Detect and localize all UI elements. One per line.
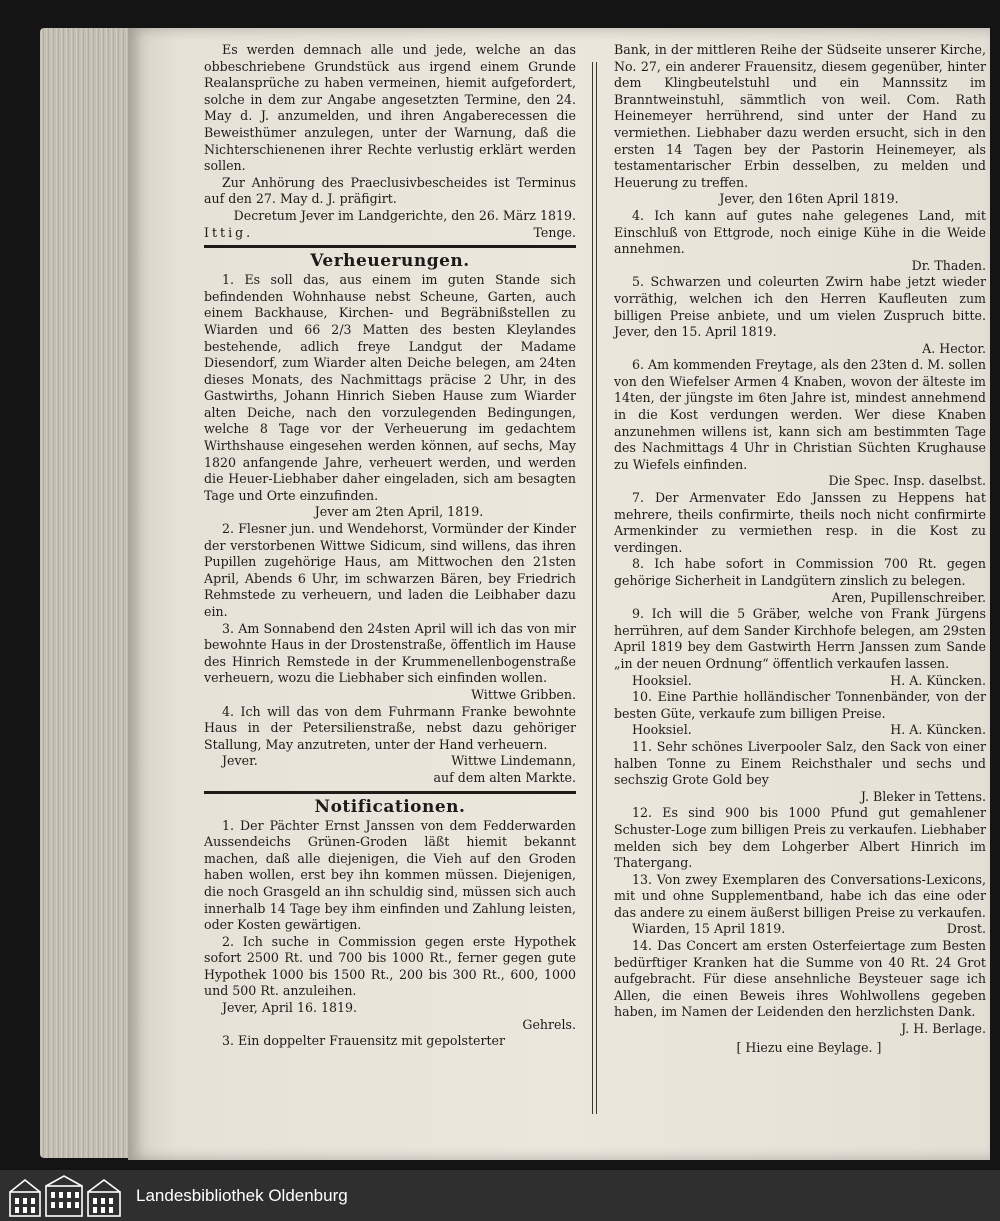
- heading-notificationen: Notificationen.: [314, 796, 466, 817]
- notification-item: 2. Ich suche in Commission gegen erste Hypothek sofort 2500 Rt. und 700 bis 1000 Rt., ferner gegen gute Hypothek 1000 bis 1500 Rt., 200 bis 300 Rt., 600, 1000 und 500 Rt. anzuleihen.: [204, 933, 576, 999]
- signature-drost: Drost.: [946, 921, 986, 937]
- notification-signature: Dr. Thaden.: [911, 257, 986, 273]
- footer-bar: [0, 1170, 1000, 1221]
- notification-signature: Die Spec. Insp. daselbst.: [828, 473, 986, 489]
- notification-item: 10. Eine Parthie holländischer Tonnenbänder, von der besten Güte, verkaufe zum billigen Preise.: [614, 689, 986, 721]
- notification-item: 11. Sehr schönes Liverpooler Salz, den Sack von einer halben Tonne zu Einem Reichsthaler und sechs und sechszig Grote Gold bey: [614, 738, 986, 788]
- notification-item: 5. Schwarzen und coleurten Zwirn habe jetzt wieder vorräthig, welchen ich den Herren Kaufleuten zum billigen Preise anbiete, und um vielen Zuspruch bitte. Jever, den 15. April 1819.: [614, 274, 986, 340]
- signature-kuencken: H. A. Küncken.: [890, 722, 986, 738]
- heading-verheuerungen: Verheuerungen.: [310, 251, 470, 272]
- signature-address: auf dem alten Markte.: [433, 769, 576, 785]
- left-column: [204, 42, 576, 1050]
- notification-date: Jever, April 16. 1819.: [222, 1000, 358, 1016]
- signature-tenge: Tenge.: [533, 224, 576, 240]
- page-edges: [40, 28, 135, 1158]
- section-rule: [204, 245, 576, 248]
- notification-item: 4. Ich kann auf gutes nahe gelegenes Land, mit Einschluß von Ettgrode, noch einige Kühe in die Weide annehmen.: [614, 207, 986, 257]
- signature-row: [204, 753, 576, 770]
- place-jever: Jever.: [222, 753, 258, 769]
- signature-row: [614, 921, 986, 938]
- right-column: [614, 42, 986, 1056]
- verheuerung-item: 3. Am Sonnabend den 24sten April will ich das von mir bewohnte Haus in der Drostenstraße, öffentlich im Hause des Hinrich Remstede in der Krummenellenbogenstraße verheuern, wozu die Liebhaber sich einfinden wollen.: [204, 620, 576, 686]
- supplement-note: [ Hiezu eine Beylage. ]: [736, 1039, 882, 1055]
- newspaper-page: [128, 28, 990, 1160]
- verheuerung-date: Jever am 2ten April, 1819.: [314, 504, 484, 520]
- notification-signature: Aren, Pupillenschreiber.: [831, 589, 986, 605]
- signature-row: [614, 722, 986, 739]
- decretum-line: Decretum Jever im Landgerichte, den 26. März 1819.: [233, 207, 576, 223]
- notification-signature: J. Bleker in Tettens.: [860, 788, 986, 804]
- notification-signature: A. Hector.: [922, 340, 986, 356]
- place-wiarden: Wiarden, 15 April 1819.: [632, 921, 786, 937]
- notification-item: 8. Ich habe sofort in Commission 700 Rt. gegen gehörige Sicherheit in Landgütern zinslich zu belegen.: [614, 556, 986, 588]
- notification-signature: J. H. Berlage.: [901, 1021, 986, 1037]
- institution-name: Landesbibliothek Oldenburg: [136, 1185, 348, 1205]
- notification-item: 13. Von zwey Exemplaren des Conversations-Lexicons, mit und ohne Supplementband, habe ich das eine oder das andere zu einem äußerst billigen Preise zu verkaufen.: [614, 871, 986, 920]
- verheuerung-signature: Wittwe Gribben.: [471, 686, 576, 702]
- notification-item: 14. Das Concert am ersten Osterfeiertage zum Besten bedürftiger Kranken hat die Summe von 40 Rt. 24 Grot aufgebracht. Für diese ansehnliche Beysteuer sage ich Allen, die einen Beweis ihres Wohlwollens gegeben haben, im Namen der Leidenden den herzlichsten Dank.: [614, 938, 986, 1020]
- place-hooksiel: Hooksiel.: [632, 722, 692, 738]
- signature-ittig: Ittig.: [204, 224, 254, 240]
- intro-paragraph: Es werden demnach alle und jede, welche an das obbeschriebene Grundstück aus irgend einem Grunde Realansprüche zu haben vermeinen, hiemit aufgefordert, solche in dem zur Angabe angesetzten Termine, den 24. May d. J. anzumelden, und ihren Angaberecessen die Beweisthümer anzulegen, unter der Warnung, daß die Nichterschienenen ihrer Rechte verlustig erklärt werden sollen.: [204, 42, 576, 174]
- signature-row: [204, 225, 576, 242]
- signature-row: [614, 673, 986, 690]
- notification-item: 7. Der Armenvater Edo Janssen zu Heppens hat mehrere, theils confirmirte, theils noch nicht confirmirte Armenkinder zu vermiethen resp. in die Kost zu verdingen.: [614, 490, 986, 555]
- library-building-icon: [6, 1174, 124, 1218]
- intro-paragraph: Zur Anhörung des Praeclusivbescheides ist Terminus auf den 27. May d. J. präfigirt.: [204, 174, 576, 207]
- notification-signature: Gehrels.: [522, 1016, 576, 1032]
- notification-item: 9. Ich will die 5 Gräber, welche von Frank Jürgens herrühren, auf dem Sander Kirchhofe belegen, am 29sten April 1819 bey dem Gastwirth Herrn Janssen zum Sande „in der neuen Ordnung“ öffentlich verkaufen lassen.: [614, 606, 986, 671]
- column-divider: [592, 62, 597, 1114]
- section-rule: [204, 791, 576, 794]
- notification-item: Bank, in der mittleren Reihe der Südseite unserer Kirche, No. 27, ein anderer Frauensitz, diesem gegenüber, hinter dem Klingbeutelstuhl und ein Mannssitz im Branntweinstuhl, sämmtlich von weil. Com. Rath Heinemeyer herrührend, sind unter der Hand zu vermiethen. Liebhaber dazu werden ersucht, sich in den ersten 14 Tagen bey der Pastorin Heinemeyer, als testamentarischer Erbin desselben, zu melden und Heuerung zu treffen.: [614, 42, 986, 190]
- verheuerung-item: 4. Ich will das von dem Fuhrmann Franke bewohnte Haus in der Petersilienstraße, nebst dazu gehöriger Stallung, May anzutreten, unter der Hand verheuern.: [204, 703, 576, 752]
- notification-date: Jever, den 16ten April 1819.: [719, 191, 899, 207]
- notification-item: 12. Es sind 900 bis 1000 Pfund gut gemahlener Schuster-Loge zum billigen Preis zu verkaufen. Liebhaber melden sich bey dem Lohgerber Albert Hinrich im Thatergang.: [614, 805, 986, 871]
- signature-kuencken: H. A. Küncken.: [890, 672, 986, 688]
- signature-lindemann: Wittwe Lindemann,: [451, 753, 576, 769]
- notification-item: 1. Der Pächter Ernst Janssen von dem Fedderwarden Aussendeichs Grünen-Groden läßt hiemit bekannt machen, daß alle diejenigen, die Vieh auf den Groden haben wollen, erst bey ihn kommen müssen. Diejenigen, die noch Grasgeld an ihn schuldig sind, müssen sich auch innerhalb 14 Tage bey ihm einfinden und Zahlung leisten, oder Kosten gewärtigen.: [204, 817, 576, 933]
- notification-item: 3. Ein doppelter Frauensitz mit gepolsterter: [222, 1033, 506, 1049]
- notification-item: 6. Am kommenden Freytage, als den 23ten d. M. sollen von den Wiefelser Armen 4 Knaben, wovon der älteste im 14ten, der jüngste im 6ten Jahre ist, mindest annehmend in die Kost verdungen werden. Wer diese Knaben anzunehmen willens ist, kann sich am bestimmten Tage des Nachmittags 4 Uhr in Christian Süchten Krughause zu Wiefels einfinden.: [614, 357, 986, 472]
- verheuerung-item: 2. Flesner jun. und Wendehorst, Vormünder der Kinder der verstorbenen Wittwe Sidicum, sind willens, das ihren Pupillen zugehörige Haus, am Mittwochen den 21sten April, Abends 6 Uhr, im schwarzen Bären, bey Friedrich Rehmstede zu verheuern, und laden die Leibhaber dazu ein.: [204, 521, 576, 619]
- verheuerung-item: 1. Es soll das, aus einem im guten Stande sich befindenden Wohnhause nebst Scheune, Garten, auch einem Backhause, Kirchen- und Begräbnißstellen zu Wiarden und 66 2/3 Matten des besten Kleylandes bestehende, adlich freye Landgut der Madame Diesendorf, zum Wiarder alten Deiche belegen, am 24ten dieses Monats, des Nachmittags präcise 2 Uhr, in des Gastwirths, Johann Hinrich Sieben Hause zum Wiarder alten Deiche, nach den vorzulegenden Bedingungen, welche 8 Tage vor der Verheuerung im gedachtem Wirthshause eingesehen werden können, auf sechs, May 1820 anfangende Jahre, verheuert werden, und werden die Heuer-Liebhaber daher eingeladen, sich am besagten Tage und Orte einzufinden.: [204, 272, 576, 503]
- place-hooksiel: Hooksiel.: [632, 672, 692, 688]
